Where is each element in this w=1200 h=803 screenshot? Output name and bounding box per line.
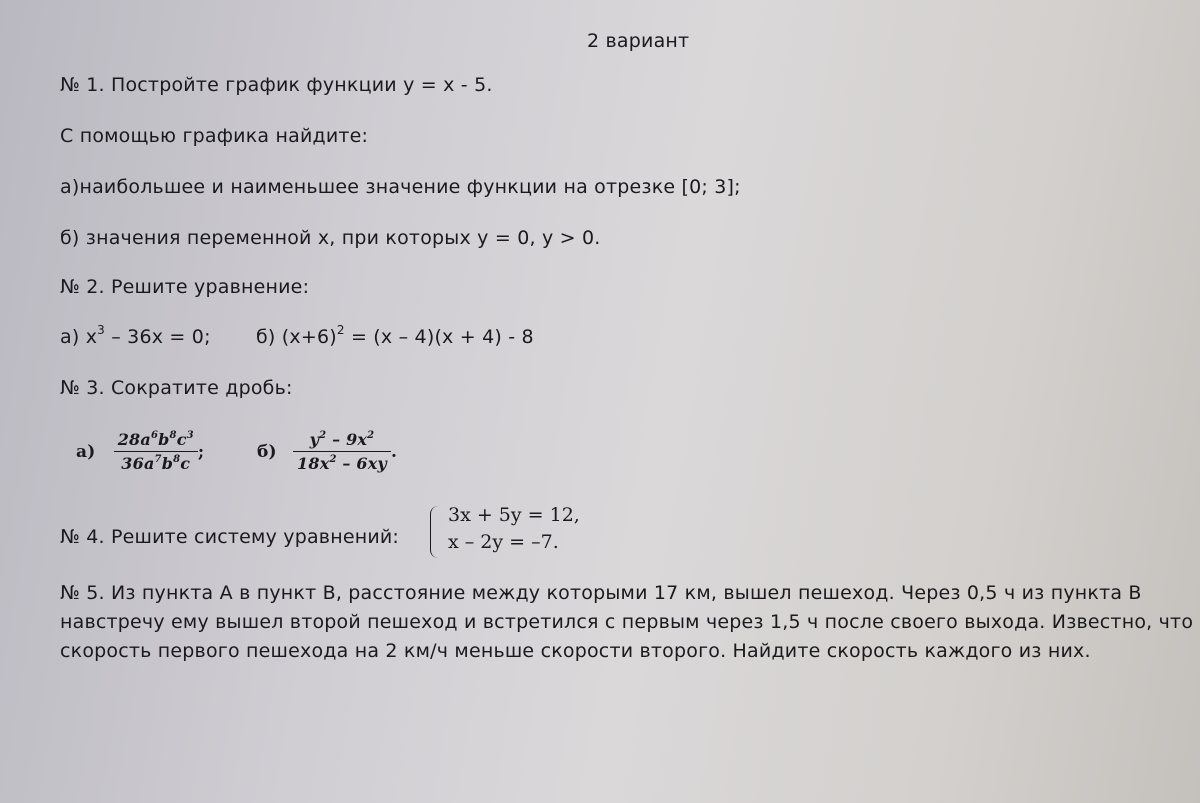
task3-fraction-b: [257, 430, 397, 473]
task3-a-numerator: $28a^6b^8c^3$: [114, 430, 198, 452]
task1-heading: № 1. Постройте график функции y = x - 5.: [60, 74, 493, 96]
task5-line-3: скорость первого пешехода на 2 км/ч меньше скорости второго. Найдите скорость каждого из них.: [60, 640, 1091, 662]
task3-a-semicolon: ;: [197, 442, 205, 462]
task2-a-exponent: 3: [97, 322, 105, 337]
task3-a-fraction: [114, 430, 198, 473]
task2-a-suffix: – 36x = 0;: [104, 326, 211, 348]
task1-subheading: С помощью графика найдите:: [60, 125, 369, 147]
task5-line-2: навстречу ему вышел второй пешеход и встретился с первым через 1,5 ч после своего выхода. Известно, что: [60, 611, 1194, 633]
system-brace: [430, 506, 441, 558]
task3-b-denominator: $18x^2 - 6xy$: [297, 453, 387, 473]
task1-part-b: б) значения переменной x, при которых y = 0, y > 0.: [60, 227, 601, 249]
task3-a-denominator: $36a^7b^8c$: [121, 453, 191, 473]
task3-a-label: а): [76, 442, 96, 462]
task4-heading: № 4. Решите систему уравнений:: [60, 526, 400, 548]
task2-b-suffix: = (x – 4)(x + 4) - 8: [344, 326, 534, 348]
task3-b-period: .: [390, 442, 398, 462]
task3-heading: № 3. Сократите дробь:: [60, 377, 293, 399]
task1-part-a: а)наибольшее и наименьшее значение функции на отрезке [0; 3];: [60, 176, 741, 198]
task2-b-exponent: 2: [336, 322, 345, 337]
task2-a-prefix: а) x: [60, 326, 98, 348]
task3-fraction-a: [76, 430, 204, 473]
variant-title: 2 вариант: [587, 30, 690, 52]
task4-equation-1: 3x + 5y = 12,: [448, 504, 580, 526]
task2-heading: № 2. Решите уравнение:: [60, 276, 310, 298]
task4-equation-2: x – 2y = –7.: [448, 531, 559, 553]
task3-b-numerator: $y^2 - 9x^2$: [293, 430, 391, 452]
task5-line-1: № 5. Из пункта А в пункт В, расстояние между которыми 17 км, вышел пешеход. Через 0,5 ч из пункта В: [60, 582, 1142, 604]
task4-system: [430, 502, 580, 556]
task2-equation-b: [256, 322, 534, 348]
task2-b-prefix: б) (x+6): [256, 326, 337, 348]
task3-b-fraction: [293, 430, 391, 473]
task3-b-label: б): [257, 442, 277, 462]
task2-equation-a: [60, 322, 211, 348]
